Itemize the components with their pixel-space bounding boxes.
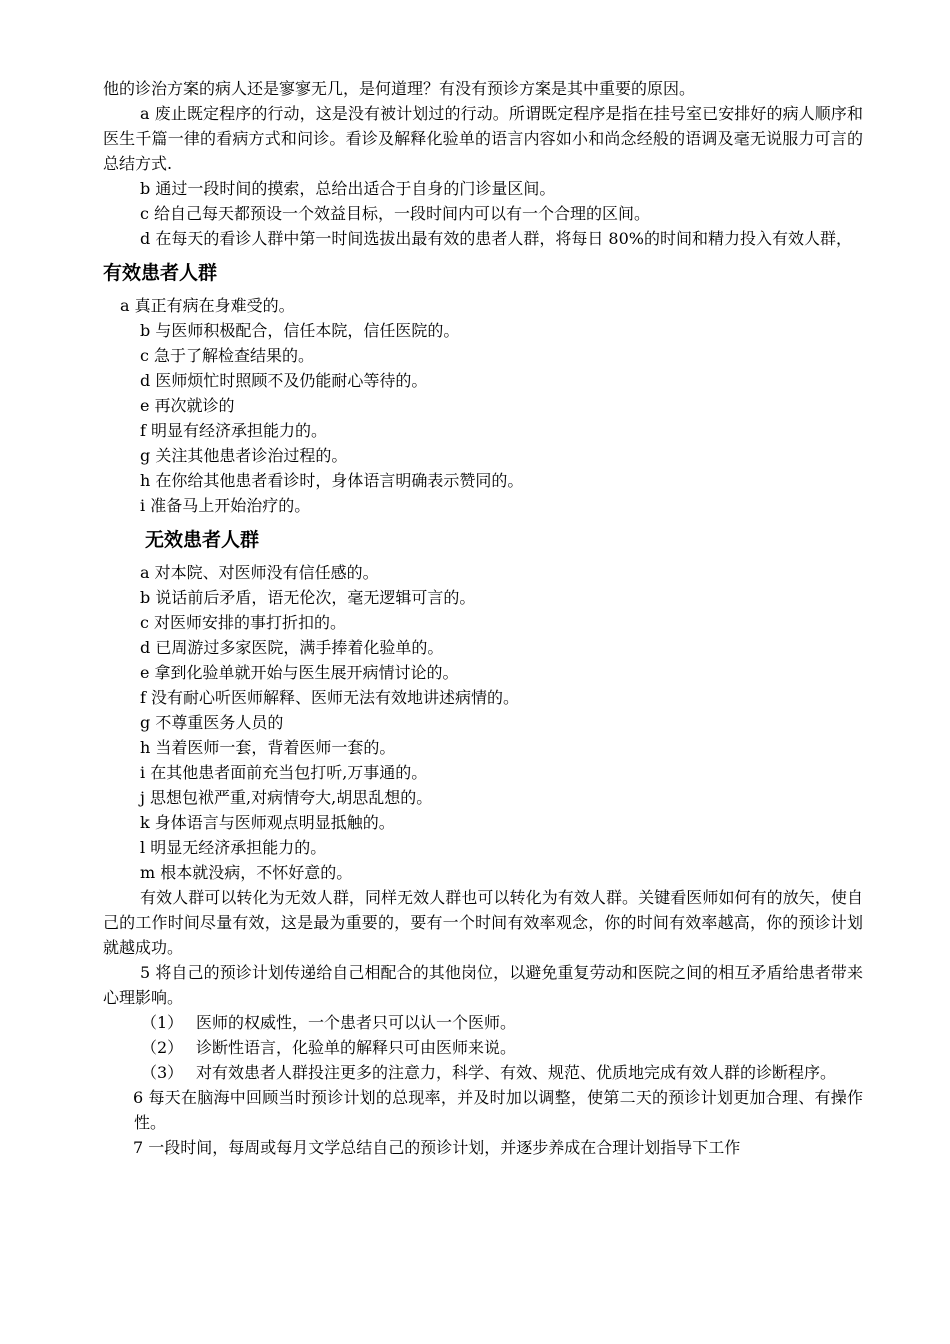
effective-patients-list (103, 293, 863, 518)
list-item: d 医师烦忙时照顾不及仍能耐心等待的。 (140, 371, 428, 390)
sub-item-number: （1） (141, 1013, 184, 1032)
list-item: h 在你给其他患者看诊时，身体语言明确表示赞同的。 (140, 471, 524, 490)
list-item: b 说话前后矛盾，语无伦次，毫无逻辑可言的。 (140, 588, 476, 607)
paragraph-intro: 他的诊治方案的病人还是寥寥无几，是何道理？有没有预诊方案是其中重要的原因。 (103, 79, 696, 98)
paragraph-conversion: 有效人群可以转化为无效人群，同样无效人群也可以转化为有效人群。关键看医师如何有的放矢，使自己的工作时间尽量有效，这是最为重要的，要有一个时间有效率观念，你的时间有效率越高，你的预诊计划就越成功。 (103, 888, 863, 957)
sub-item (103, 1060, 863, 1085)
list-item: c 急于了解检查结果的。 (140, 346, 315, 365)
list-item: i 准备马上开始治疗的。 (140, 496, 311, 515)
paragraph-intro-b: b 通过一段时间的摸索，总给出适合于自身的门诊量区间。 (140, 179, 556, 198)
sub-item-number: （2） (141, 1038, 184, 1057)
ineffective-patients-list (103, 560, 863, 885)
sub-item-text: 医师的权威性，一个患者只可以认一个医师。 (196, 1013, 517, 1032)
sub-item (103, 1010, 863, 1035)
point-6-block (103, 1085, 863, 1135)
sub-item-text: 诊断性语言，化验单的解释只可由医师来说。 (196, 1038, 517, 1057)
list-item: f 没有耐心听医师解释、医师无法有效地讲述病情的。 (140, 688, 520, 707)
list-item: m 根本就没病，不怀好意的。 (140, 863, 353, 882)
paragraph-intro-d: d 在每天的看诊人群中第一时间选拔出最有效的患者人群，将每日 80%的时间和精力投入有效人群， (140, 229, 852, 248)
list-item: e 拿到化验单就开始与医生展开病情讨论的。 (140, 663, 459, 682)
sub-item-number: （3） (141, 1063, 184, 1082)
sub-item (103, 1035, 863, 1060)
heading-ineffective-patients: 无效患者人群 (145, 529, 260, 551)
paragraph-intro-c: c 给自己每天都预设一个效益目标，一段时间内可以有一个合理的区间。 (140, 204, 651, 223)
list-item: k 身体语言与医师观点明显抵触的。 (140, 813, 395, 832)
sub-item-text: 对有效患者人群投注更多的注意力，科学、有效、规范、优质地完成有效人群的诊断程序。 (196, 1063, 837, 1082)
list-item: a 对本院、对医师没有信任感的。 (140, 563, 379, 582)
paragraph-intro-a: a 废止既定程序的行动，这是没有被计划过的行动。所谓既定程序是指在挂号室已安排好的病人顺序和医生千篇一律的看病方式和问诊。看诊及解释化验单的语言内容如小和尚念经般的语调及毫无说服力可言的总结方式. (103, 104, 863, 173)
list-item: d 已周游过多家医院，满手捧着化验单的。 (140, 638, 444, 657)
list-item: l 明显无经济承担能力的。 (140, 838, 327, 857)
list-item: b 与医师积极配合，信任本院，信任医院的。 (140, 321, 460, 340)
document-page (103, 76, 863, 1160)
list-item: h 当着医师一套，背着医师一套的。 (140, 738, 396, 757)
paragraph-point-6: 6 每天在脑海中回顾当时预诊计划的总现率，并及时加以调整，使第二天的预诊计划更加合理、有操作性。 (133, 1088, 863, 1132)
list-item: f 明显有经济承担能力的。 (140, 421, 328, 440)
point-5-sublist (103, 1010, 863, 1085)
list-item: i 在其他患者面前充当包打听,万事通的。 (140, 763, 428, 782)
list-item: e 再次就诊的 (140, 396, 235, 415)
list-item: j 思想包袱严重,对病情夸大,胡思乱想的。 (140, 788, 433, 807)
heading-effective-patients: 有效患者人群 (103, 262, 218, 284)
list-item: g 不尊重医务人员的 (140, 713, 284, 732)
paragraph-point-5: 5 将自己的预诊计划传递给自己相配合的其他岗位，以避免重复劳动和医院之间的相互矛盾给患者带来心理影响。 (103, 963, 863, 1007)
list-item: g 关注其他患者诊治过程的。 (140, 446, 348, 465)
list-item: c 对医师安排的事打折扣的。 (140, 613, 347, 632)
point-7-block (103, 1135, 863, 1160)
paragraph-point-7: 7 一段时间，每周或每月文学总结自己的预诊计划，并逐步养成在合理计划指导下工作 (133, 1138, 741, 1157)
list-item: a 真正有病在身难受的。 (120, 296, 295, 315)
